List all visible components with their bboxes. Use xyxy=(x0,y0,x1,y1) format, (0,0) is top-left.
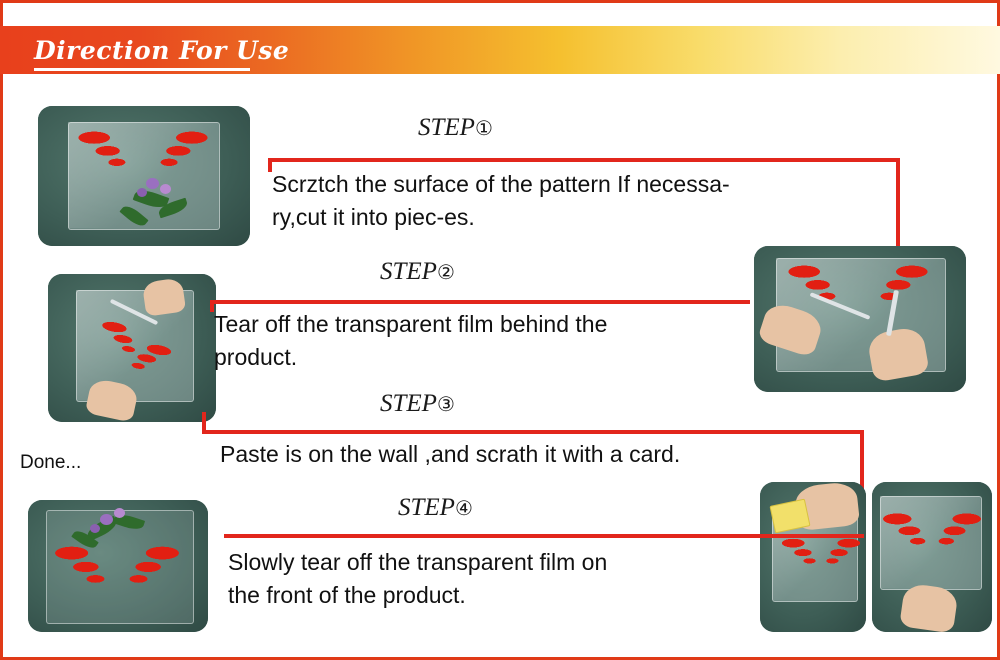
step-1-heading xyxy=(418,114,493,142)
step-4-label: STEP xyxy=(398,494,455,521)
step-2-text-line2: product. xyxy=(214,344,298,370)
frame-border-top xyxy=(0,0,1000,3)
step-4-text-line2: the front of the product. xyxy=(228,582,466,608)
step-4-photo xyxy=(28,500,208,632)
step-1-text-line2: ry,cut it into piec-es. xyxy=(272,204,475,230)
step-3-number: ③ xyxy=(436,392,455,416)
title-underline xyxy=(34,68,250,71)
page-title: Direction For Use xyxy=(34,36,290,65)
step-2-text xyxy=(214,308,774,374)
step-3-text-line1: Paste is on the wall ,and scrath it with a card. xyxy=(220,441,681,467)
step-1-text-line1: Scrztch the surface of the pattern If necessa- xyxy=(272,171,730,197)
step-4-rule xyxy=(224,534,864,538)
step-3-rule xyxy=(202,430,864,434)
step-3-text xyxy=(220,438,860,471)
step-2-text-line1: Tear off the transparent film behind the xyxy=(214,311,608,337)
step-4-number: ④ xyxy=(454,496,473,520)
step-4-text xyxy=(228,546,828,612)
step-1-text xyxy=(272,168,882,234)
step-4-photo-right-b xyxy=(872,482,992,632)
done-note: Done... xyxy=(20,452,82,473)
frame-border-left xyxy=(0,0,3,660)
step-2-heading xyxy=(380,258,455,286)
step-3-label: STEP xyxy=(380,390,437,417)
step-1-label: STEP xyxy=(418,114,475,141)
step-3-connector-left xyxy=(202,412,206,434)
step-4-text-line1: Slowly tear off the transparent film on xyxy=(228,549,608,575)
step-3-heading xyxy=(380,390,455,418)
step-1-photo xyxy=(38,106,250,246)
step-1-number: ① xyxy=(474,116,493,140)
step-2-photo xyxy=(48,274,216,422)
step-2-rule xyxy=(210,300,750,304)
step-2-label: STEP xyxy=(380,258,437,285)
step-2-number: ② xyxy=(436,260,455,284)
step-4-heading xyxy=(398,494,473,522)
step-2-photo-right xyxy=(754,246,966,392)
step-1-rule xyxy=(268,158,900,162)
